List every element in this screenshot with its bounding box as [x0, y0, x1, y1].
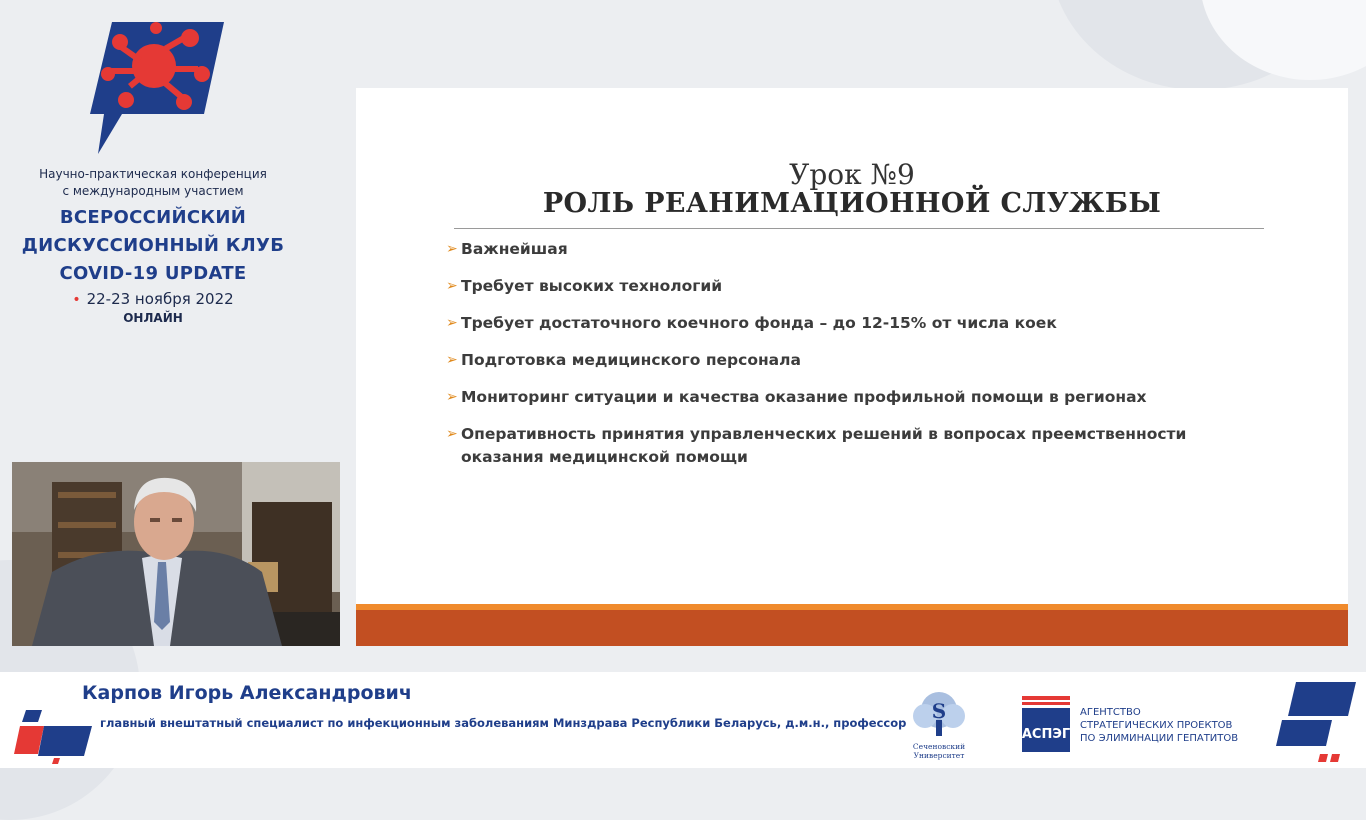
slide-bullet: [446, 238, 1306, 261]
slide-bullet-text: Подготовка медицинского персонала: [461, 351, 801, 369]
slide-title: РОЛЬ РЕАНИМАЦИОННОЙ СЛУЖБЫ: [542, 188, 1162, 219]
tree-icon: [909, 690, 969, 738]
conference-dates-text: 22-23 ноября 2022: [86, 290, 234, 308]
presentation-slide: [356, 88, 1348, 646]
sechenov-university-name: Сеченовский Университет: [912, 742, 966, 760]
arrow-bullet-icon: ➢: [446, 352, 458, 368]
asep-name-line: АГЕНТСТВО: [1080, 707, 1141, 718]
conference-info: [20, 166, 286, 325]
slide-bullet-text: Мониторинг ситуации и качества оказание профильной помощи в регионах: [461, 388, 1147, 406]
slide-bullet: [446, 386, 1306, 409]
sechenov-letter: S: [931, 699, 947, 723]
arrow-bullet-icon: ➢: [446, 389, 458, 405]
conference-mark-icon: [14, 706, 92, 766]
lower-third: [0, 672, 1366, 768]
speaker-video-frame: [12, 462, 340, 646]
slide-bullet: [446, 423, 1221, 469]
conference-dates: [20, 290, 286, 308]
sechenov-university-logo: [904, 690, 974, 762]
arrow-bullet-icon: ➢: [446, 278, 458, 294]
asep-name-line: СТРАТЕГИЧЕСКИХ ПРОЕКТОВ: [1080, 720, 1233, 731]
slide-bullet-text: Оперативность принятия управленческих решений в вопросах преемственности оказания медицинской помощи: [461, 425, 1187, 466]
conference-title-line: ВСЕРОССИЙСКИЙ: [59, 207, 247, 228]
asep-name: [1080, 706, 1238, 745]
slide-divider: [454, 228, 1264, 229]
arrow-bullet-icon: ➢: [446, 426, 458, 442]
arrow-bullet-icon: ➢: [446, 241, 458, 257]
conference-title-line: ДИСКУССИОННЫЙ КЛУБ: [21, 235, 285, 256]
arrow-bullet-icon: ➢: [446, 315, 458, 331]
asep-name-line: ПО ЭЛИМИНАЦИИ ГЕПАТИТОВ: [1080, 733, 1239, 744]
slide-footer-band: [356, 610, 1348, 646]
conference-subtitle: с международным участием: [62, 184, 244, 198]
conference-title-line: COVID-19 UPDATE: [59, 263, 247, 284]
bullet-dot-icon: •: [72, 292, 81, 308]
slide-bullet: [446, 349, 1306, 372]
conference-format: ОНЛАЙН: [123, 311, 183, 325]
slide-bullet-list: [446, 238, 1306, 483]
speaker-video: [12, 462, 340, 646]
conference-subtitle: Научно-практическая конференция: [39, 167, 267, 181]
conference-logo-icon: [82, 22, 224, 154]
speaker-role: главный внештатный специалист по инфекционным заболеваниям Минздрава Республики Беларусь, д.м.н., профессор: [100, 716, 907, 730]
slide-bullet: [446, 312, 1306, 335]
conference-mark-icon: [1276, 682, 1356, 764]
slide-bullet: [446, 275, 1306, 298]
slide-bullet-text: Требует достаточного коечного фонда – до 12-15% от числа коек: [461, 314, 1057, 332]
slide-lesson-number: Урок №9: [789, 158, 915, 191]
slide-bullet-text: Требует высоких технологий: [461, 277, 723, 295]
conference-title: [20, 204, 286, 288]
asep-abbreviation: АСПЭГ: [1021, 727, 1071, 742]
asep-logo-icon: [1018, 694, 1074, 756]
speaker-name: Карпов Игорь Александрович: [82, 682, 412, 704]
slide-bullet-text: Важнейшая: [461, 240, 568, 258]
